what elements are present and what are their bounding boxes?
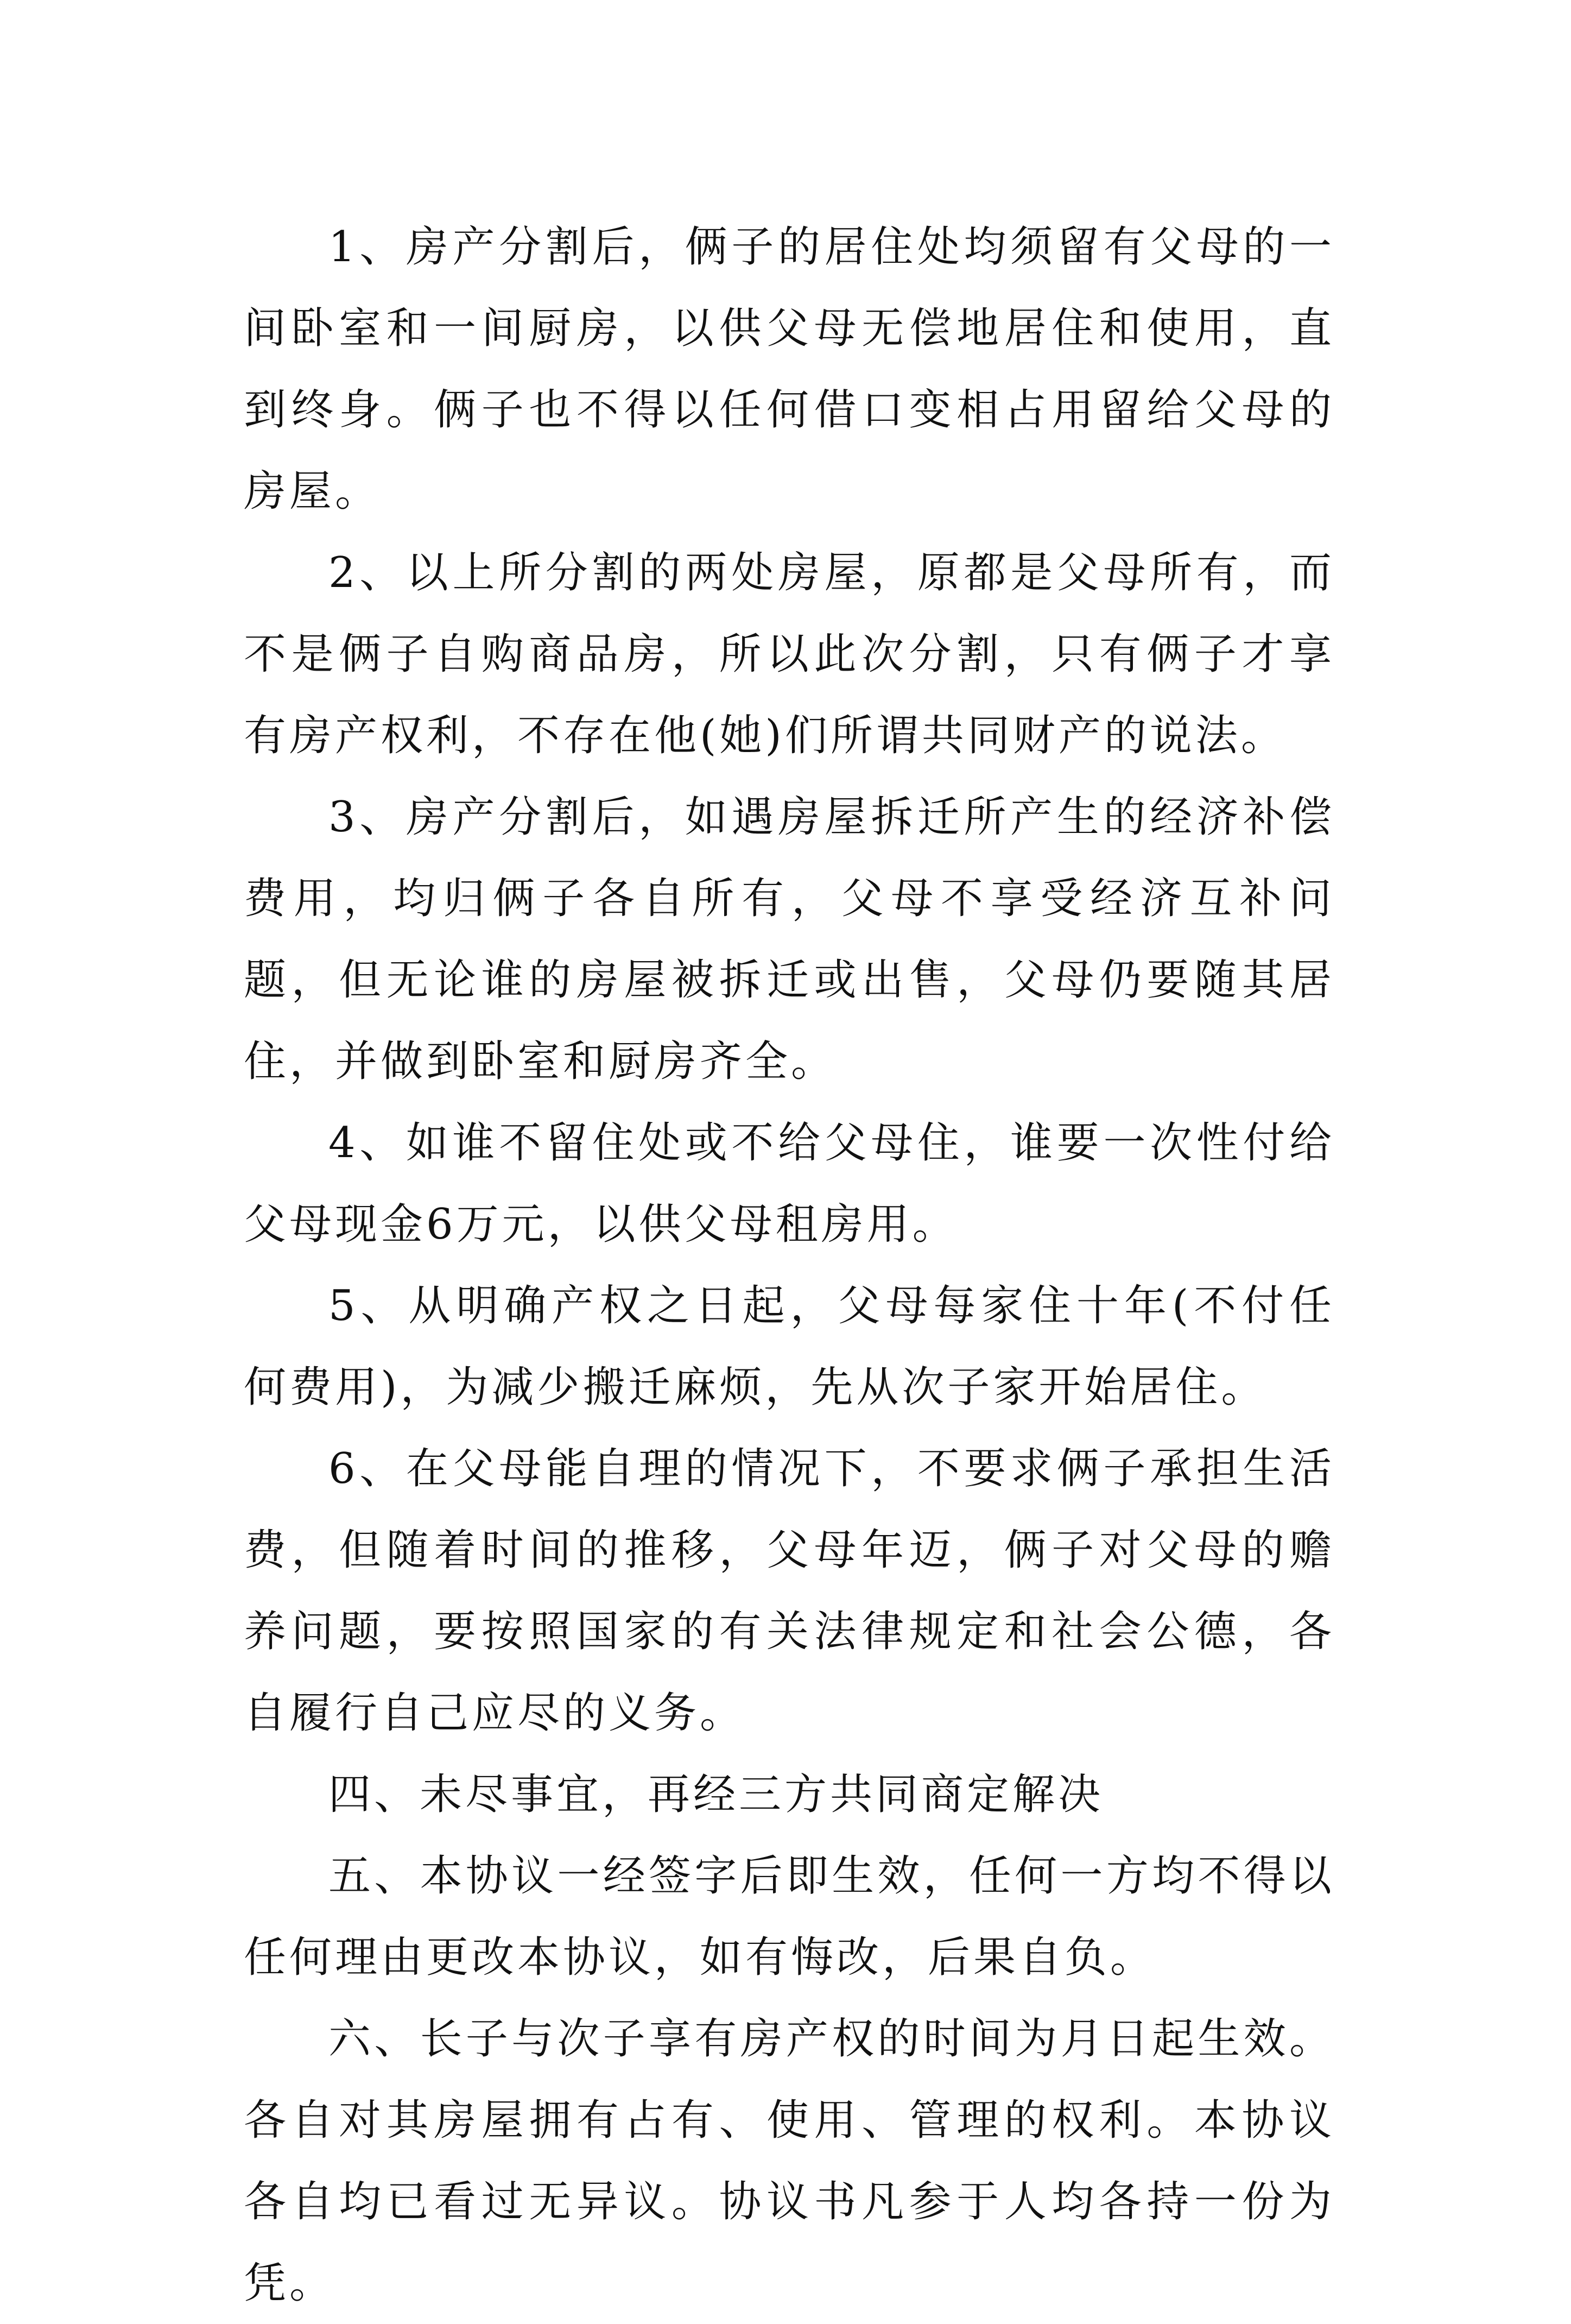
paragraph-section-6: 六、长子与次子享有房产权的时间为月日起生效。各自对其房屋拥有占有、使用、管理的权利。本协议各自均已看过无异议。协议书凡参于人均各持一份为凭。 <box>244 2014 1335 2308</box>
paragraph-clause-5: 5、从明确产权之日起，父母每家住十年(不付任何费用)，为减少搬迁麻烦，先从次子家开始居住。 <box>244 1281 1335 1412</box>
paragraph-section-4: 四、未尽事宜，再经三方共同商定解决 <box>328 1770 1104 1819</box>
paragraph-clause-3: 3、房产分割后，如遇房屋拆迁所产生的经济补偿费用，均归俩子各自所有，父母不享受经济互补问题，但无论谁的房屋被拆迁或出售，父母仍要随其居住，并做到卧室和厨房齐全。 <box>244 793 1335 1086</box>
paragraph-clause-4: 4、如谁不留住处或不给父母住，谁要一次性付给父母现金6万元，以供父母租房用。 <box>244 1119 1335 1249</box>
paragraph-clause-6: 6、在父母能自理的情况下，不要求俩子承担生活费，但随着时间的推移，父母年迈，俩子对父母的赡养问题，要按照国家的有关法律规定和社会公德，各自履行自己应尽的义务。 <box>244 1444 1335 1738</box>
document-body <box>244 206 1335 2324</box>
paragraph-clause-2: 2、以上所分割的两处房屋，原都是父母所有，而不是俩子自购商品房，所以此次分割，只有俩子才享有房产权利，不存在他(她)们所谓共同财产的说法。 <box>244 548 1335 760</box>
paragraph-section-5: 五、本协议一经签字后即生效，任何一方均不得以任何理由更改本协议，如有悔改，后果自负。 <box>244 1852 1335 1982</box>
paragraph-clause-1: 1、房产分割后，俩子的居住处均须留有父母的一间卧室和一间厨房，以供父母无偿地居住和使用，直到终身。俩子也不得以任何借口变相占用留给父母的房屋。 <box>244 223 1335 516</box>
